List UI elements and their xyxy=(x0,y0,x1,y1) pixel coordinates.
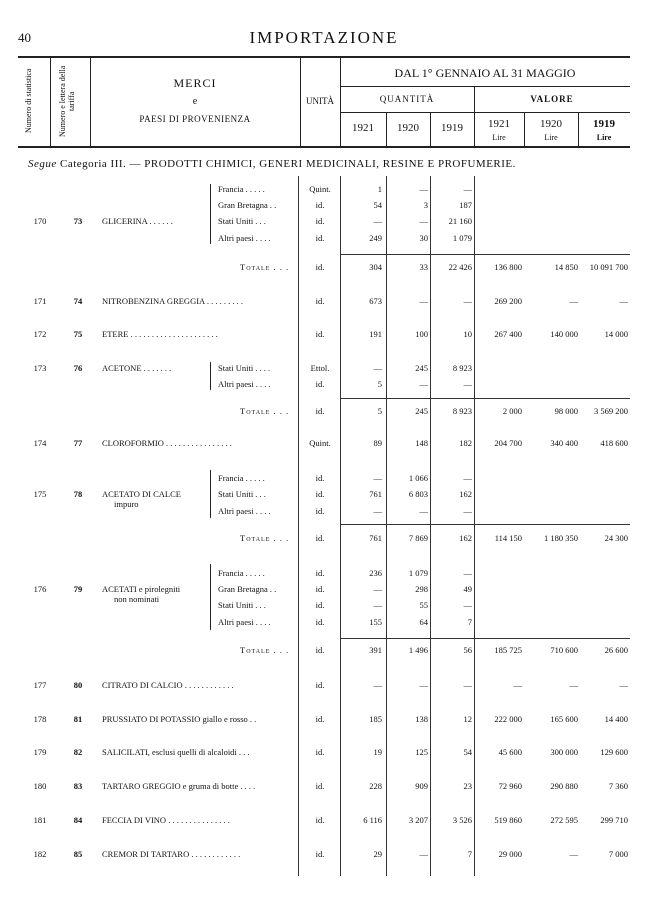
statistic-number: 182 xyxy=(33,849,47,859)
quantity-1919: 23 xyxy=(463,781,472,791)
unit-value: id. xyxy=(315,216,325,226)
quantity-1920: 1 079 xyxy=(408,568,428,578)
quantity-1919: — xyxy=(463,568,472,578)
value-1921: 269 200 xyxy=(494,296,522,306)
quantity-1921: 89 xyxy=(373,438,382,448)
tariff-number: 73 xyxy=(73,216,83,226)
value-1921: 222 000 xyxy=(494,714,522,724)
value-1919: 418 600 xyxy=(600,438,628,448)
quantity-1920: — xyxy=(419,296,428,306)
unit-value: id. xyxy=(315,645,325,655)
quantity-1921: 155 xyxy=(369,617,382,627)
segue-label: Segue xyxy=(28,158,57,170)
unit-value: id. xyxy=(315,506,325,516)
origin-country: Francia . . . . . xyxy=(218,473,265,483)
quantity-1921: — xyxy=(373,216,382,226)
tariff-number: 76 xyxy=(73,363,83,373)
header-q-1919: 1919 xyxy=(441,122,463,134)
statistic-number: 175 xyxy=(33,489,47,499)
origin-country: Altri paesi . . . . xyxy=(218,379,271,389)
quantity-1921: 5 xyxy=(377,379,382,389)
value-1921: 185 725 xyxy=(494,645,522,655)
header-v-1919: 1919 xyxy=(593,118,615,130)
statistic-number: 181 xyxy=(33,815,47,825)
quantity-1920: 3 207 xyxy=(408,815,428,825)
quantity-1921: 304 xyxy=(369,262,382,272)
origin-country: Stati Uniti . . . . xyxy=(218,363,271,373)
goods-name: ACETATO DI CALCE xyxy=(102,489,181,499)
value-1920: 1 180 350 xyxy=(544,533,578,543)
header-quantita: QUANTITÀ xyxy=(379,94,435,104)
quantity-1919: 7 xyxy=(467,617,472,627)
goods-name: PRUSSIATO DI POTASSIO giallo e rosso . . xyxy=(102,714,257,724)
quantity-1920: 245 xyxy=(415,363,428,373)
page-title: IMPORTAZIONE xyxy=(249,28,399,47)
goods-subname: impuro xyxy=(114,499,139,509)
statistic-number: 171 xyxy=(33,296,47,306)
quantity-1921: 391 xyxy=(369,645,382,655)
value-1919: 129 600 xyxy=(600,747,628,757)
quantity-1920: 64 xyxy=(419,617,428,627)
quantity-1919: 1 079 xyxy=(452,233,472,243)
goods-name: CLOROFORMIO . . . . . . . . . . . . . . . . xyxy=(102,438,232,448)
value-1921: — xyxy=(513,680,522,690)
unit-value: id. xyxy=(315,568,325,578)
value-1920: — xyxy=(569,849,578,859)
quantity-1921: — xyxy=(373,473,382,483)
header-tariffa: Numero e lettera della tariffa xyxy=(58,65,76,137)
value-1920: 140 000 xyxy=(550,329,578,339)
unit-value: Quint. xyxy=(309,438,331,448)
value-1919: 24 300 xyxy=(604,533,628,543)
statistic-number: 172 xyxy=(33,329,47,339)
value-1921: 136 800 xyxy=(494,262,522,272)
value-1919: — xyxy=(619,680,628,690)
totale-label: Totale . . . xyxy=(240,406,290,416)
tariff-number: 75 xyxy=(73,329,83,339)
quantity-1921: 249 xyxy=(369,233,382,243)
tariff-number: 74 xyxy=(73,296,83,306)
statistic-number: 173 xyxy=(33,363,47,373)
quantity-1919: 22 426 xyxy=(448,262,472,272)
header-period: DAL 1° GENNAIO AL 31 MAGGIO xyxy=(394,66,576,80)
unit-value: id. xyxy=(315,200,325,210)
quantity-1920: — xyxy=(419,680,428,690)
value-1920: 165 600 xyxy=(550,714,578,724)
value-1919: 3 569 200 xyxy=(594,406,628,416)
quantity-1920: 7 869 xyxy=(408,533,428,543)
value-1919: 14 000 xyxy=(604,329,628,339)
category-heading xyxy=(28,158,516,170)
quantity-1921: 236 xyxy=(369,568,382,578)
unit-value: id. xyxy=(315,747,325,757)
quantity-1921: 673 xyxy=(369,296,382,306)
quantity-1920: 1 066 xyxy=(408,473,428,483)
statistic-number: 179 xyxy=(33,747,47,757)
value-1920: 300 000 xyxy=(550,747,578,757)
quantity-1919: — xyxy=(463,296,472,306)
value-1919: 299 710 xyxy=(600,815,628,825)
quantity-1919: 12 xyxy=(463,714,472,724)
unit-value: id. xyxy=(315,584,325,594)
origin-country: Gran Bretagna . . xyxy=(218,584,277,594)
quantity-1921: — xyxy=(373,600,382,610)
header-lire-3: Lire xyxy=(596,133,612,142)
header-lire-1: Lire xyxy=(492,133,506,142)
value-1920: 98 000 xyxy=(554,406,578,416)
quantity-1921: 29 xyxy=(373,849,382,859)
quantity-1921: 6 116 xyxy=(363,815,382,825)
quantity-1921: 54 xyxy=(373,200,382,210)
quantity-1920: 148 xyxy=(415,438,428,448)
header-v-1921: 1921 xyxy=(488,118,510,130)
quantity-1919: 10 xyxy=(463,329,472,339)
quantity-1920: — xyxy=(419,506,428,516)
tariff-number: 82 xyxy=(73,747,83,757)
quantity-1921: 228 xyxy=(369,781,382,791)
table-header xyxy=(18,58,630,146)
quantity-1921: 761 xyxy=(369,489,382,499)
statistic-number: 174 xyxy=(33,438,47,448)
category-title: Categoria III. — PRODOTTI CHIMICI, GENERI MEDICINALI, RESINE E PROFUMERIE. xyxy=(60,158,516,170)
page-number: 40 xyxy=(18,30,31,45)
quantity-1919: — xyxy=(463,473,472,483)
quantity-1920: 138 xyxy=(415,714,428,724)
tariff-number: 84 xyxy=(73,815,83,825)
quantity-1919: — xyxy=(463,506,472,516)
value-1921: 114 150 xyxy=(494,533,522,543)
header-paesi: PAESI DI PROVENIENZA xyxy=(139,114,251,124)
unit-value: id. xyxy=(315,233,325,243)
quantity-1919: — xyxy=(463,379,472,389)
goods-name: GLICERINA . . . . . . xyxy=(102,216,173,226)
value-1920: — xyxy=(569,680,578,690)
unit-value: id. xyxy=(315,329,325,339)
origin-country: Gran Bretagna . . xyxy=(218,200,277,210)
statistic-number: 176 xyxy=(33,584,47,594)
totale-label: Totale . . . xyxy=(240,262,290,272)
goods-name: SALICILATI, esclusi quelli di alcaloidi . . . xyxy=(102,747,250,757)
value-1919: 26 600 xyxy=(604,645,628,655)
unit-value: id. xyxy=(315,680,325,690)
statistic-number: 180 xyxy=(33,781,47,791)
header-q-1921: 1921 xyxy=(352,122,374,134)
value-1920: 340 400 xyxy=(550,438,578,448)
quantity-1919: 8 923 xyxy=(452,406,472,416)
quantity-1919: 56 xyxy=(463,645,472,655)
quantity-1919: — xyxy=(463,600,472,610)
quantity-1920: 55 xyxy=(419,600,428,610)
unit-value: id. xyxy=(315,815,325,825)
origin-country: Stati Uniti . . . xyxy=(218,489,266,499)
goods-name: FECCIA DI VINO . . . . . . . . . . . . . . . xyxy=(102,815,230,825)
header-merci: MERCI xyxy=(173,76,217,90)
quantity-1921: 191 xyxy=(369,329,382,339)
header-q-1920: 1920 xyxy=(397,122,419,134)
goods-name: NITROBENZINA GREGGIA . . . . . . . . . xyxy=(102,296,243,306)
quantity-1919: — xyxy=(463,680,472,690)
quantity-1921: 1 xyxy=(377,184,382,194)
value-1921: 204 700 xyxy=(494,438,522,448)
quantity-1921: 5 xyxy=(377,406,382,416)
quantity-1921: 19 xyxy=(373,747,382,757)
quantity-1920: 33 xyxy=(419,262,428,272)
value-1919: 7 000 xyxy=(608,849,628,859)
goods-name: ETERE . . . . . . . . . . . . . . . . . . . . . xyxy=(102,329,218,339)
goods-name: CREMOR DI TARTARO . . . . . . . . . . . . xyxy=(102,849,241,859)
unit-value: id. xyxy=(315,406,325,416)
quantity-1920: 909 xyxy=(415,781,428,791)
tariff-number: 79 xyxy=(73,584,83,594)
value-1920: 290 880 xyxy=(550,781,578,791)
value-1920: 710 600 xyxy=(550,645,578,655)
tariff-number: 83 xyxy=(73,781,83,791)
quantity-1920: 100 xyxy=(415,329,428,339)
quantity-1920: 245 xyxy=(415,406,428,416)
totale-label: Totale . . . xyxy=(240,533,290,543)
tariff-number: 85 xyxy=(73,849,83,859)
statistic-number: 170 xyxy=(33,216,47,226)
origin-country: Altri paesi . . . . xyxy=(218,506,271,516)
quantity-1921: — xyxy=(373,506,382,516)
value-1921: 2 000 xyxy=(502,406,522,416)
quantity-1920: 30 xyxy=(419,233,428,243)
unit-value: id. xyxy=(315,714,325,724)
quantity-1921: — xyxy=(373,363,382,373)
unit-value: id. xyxy=(315,296,325,306)
value-1919: 14 400 xyxy=(604,714,628,724)
tariff-number: 80 xyxy=(73,680,83,690)
goods-name: ACETATI e pirolegniti xyxy=(102,584,181,594)
goods-name: ACETONE . . . . . . . xyxy=(102,363,172,373)
header-v-1920: 1920 xyxy=(540,118,562,130)
unit-value: id. xyxy=(315,489,325,499)
quantity-1919: 49 xyxy=(463,584,472,594)
origin-country: Francia . . . . . xyxy=(218,184,265,194)
quantity-1919: 7 xyxy=(467,849,472,859)
tariff-number: 81 xyxy=(73,714,83,724)
quantity-1919: 21 160 xyxy=(448,216,472,226)
header-numero: Numero di statistica xyxy=(24,68,33,134)
unit-value: id. xyxy=(315,849,325,859)
quantity-1921: 185 xyxy=(369,714,382,724)
origin-country: Stati Uniti . . . xyxy=(218,600,266,610)
goods-name: CITRATO DI CALCIO . . . . . . . . . . . . xyxy=(102,680,234,690)
goods-subname: non nominati xyxy=(114,594,160,604)
quantity-1920: — xyxy=(419,849,428,859)
quantity-1920: 298 xyxy=(415,584,428,594)
value-1919: 7 360 xyxy=(608,781,628,791)
origin-country: Francia . . . . . xyxy=(218,568,265,578)
quantity-1919: 187 xyxy=(459,200,472,210)
value-1920: — xyxy=(569,296,578,306)
quantity-1919: 162 xyxy=(459,489,472,499)
quantity-1920: 125 xyxy=(415,747,428,757)
quantity-1919: 3 526 xyxy=(452,815,472,825)
header-valore: VALORE xyxy=(530,94,574,104)
unit-value: id. xyxy=(315,533,325,543)
header-lire-2: Lire xyxy=(544,133,558,142)
value-1920: 272 595 xyxy=(550,815,578,825)
goods-name: TARTARO GREGGIO e gruma di botte . . . . xyxy=(102,781,256,791)
origin-country: Altri paesi . . . . xyxy=(218,233,271,243)
quantity-1919: 54 xyxy=(463,747,472,757)
unit-value: Ettol. xyxy=(310,363,330,373)
value-1921: 29 000 xyxy=(498,849,522,859)
unit-value: id. xyxy=(315,379,325,389)
statistic-number: 178 xyxy=(33,714,47,724)
quantity-1919: 8 923 xyxy=(452,363,472,373)
statistic-number: 177 xyxy=(33,680,47,690)
quantity-1920: 6 803 xyxy=(408,489,428,499)
value-1921: 72 960 xyxy=(498,781,522,791)
quantity-1920: 3 xyxy=(423,200,428,210)
totale-label: Totale . . . xyxy=(240,645,290,655)
quantity-1920: 1 496 xyxy=(408,645,428,655)
quantity-1920: — xyxy=(419,184,428,194)
unit-value: id. xyxy=(315,600,325,610)
header-unita: UNITÀ xyxy=(306,96,334,106)
unit-value: Quint. xyxy=(309,184,331,194)
origin-country: Stati Uniti . . . xyxy=(218,216,266,226)
quantity-1921: — xyxy=(373,680,382,690)
header-bottom-rule xyxy=(18,146,630,148)
unit-value: id. xyxy=(315,262,325,272)
quantity-1919: 182 xyxy=(459,438,472,448)
quantity-1919: — xyxy=(463,184,472,194)
quantity-1920: — xyxy=(419,216,428,226)
unit-value: id. xyxy=(315,617,325,627)
origin-country: Altri paesi . . . . xyxy=(218,617,271,627)
value-1921: 519 860 xyxy=(494,815,522,825)
tariff-number: 77 xyxy=(73,438,83,448)
value-1921: 267 400 xyxy=(494,329,522,339)
header-e: e xyxy=(192,96,198,107)
unit-value: id. xyxy=(315,781,325,791)
tariff-number: 78 xyxy=(73,489,83,499)
value-1919: — xyxy=(619,296,628,306)
value-1920: 14 850 xyxy=(554,262,578,272)
quantity-1921: — xyxy=(373,584,382,594)
value-1919: 10 091 700 xyxy=(589,262,628,272)
quantity-1920: — xyxy=(419,379,428,389)
quantity-1919: 162 xyxy=(459,533,472,543)
quantity-1921: 761 xyxy=(369,533,382,543)
value-1921: 45 600 xyxy=(498,747,522,757)
unit-value: id. xyxy=(315,473,325,483)
